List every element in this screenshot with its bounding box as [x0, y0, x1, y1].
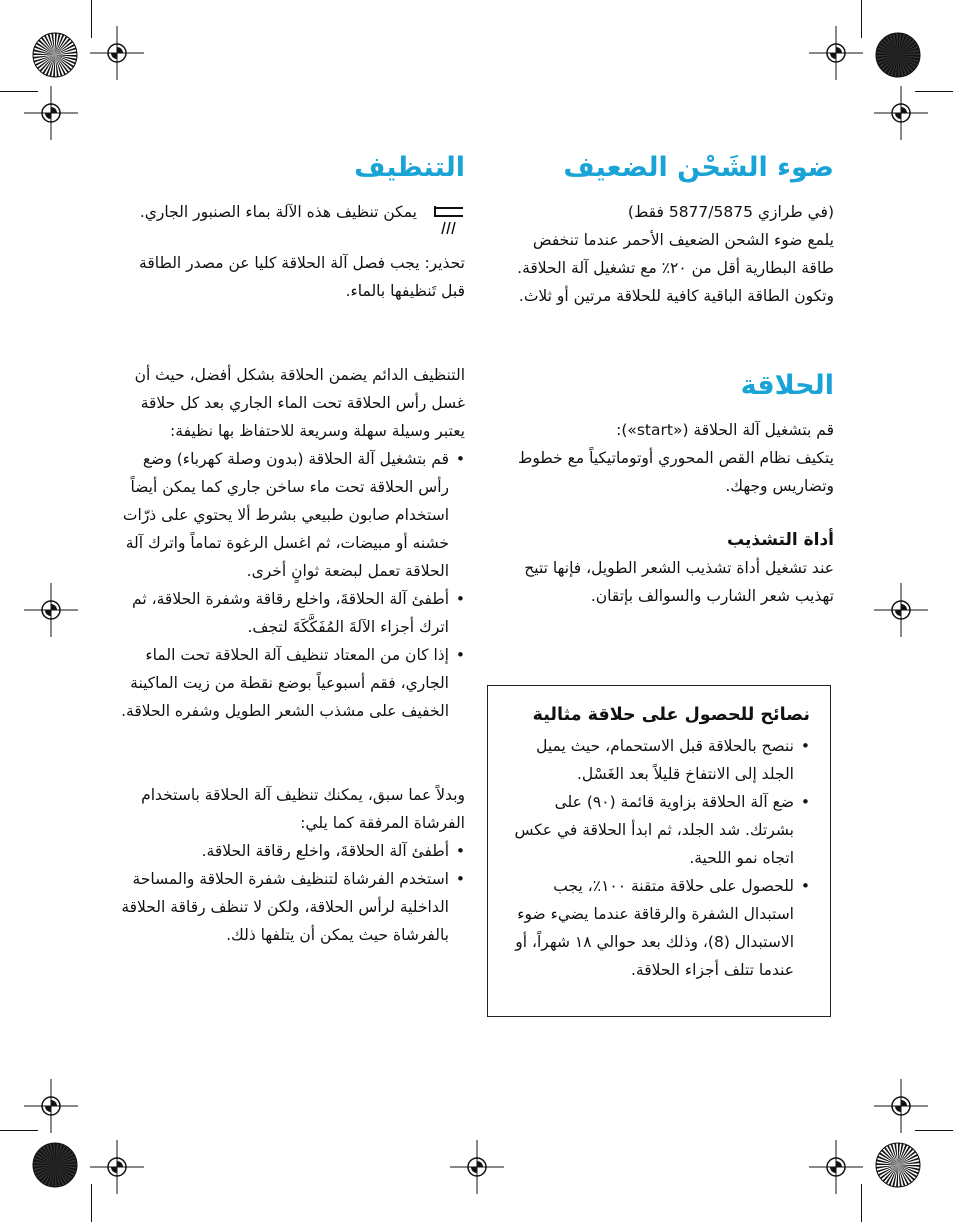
right-column [496, 148, 834, 610]
crop-mark [91, 1184, 92, 1222]
crop-mark [91, 0, 92, 38]
shaving-start-line: قم بتشغيل آلة الحلاقة («start»): [616, 421, 834, 439]
registration-mark-icon [24, 1079, 78, 1133]
list-item: • ضع آلة الحلاقة بزاوية قائمة (٩٠) على بشرتك. شد الجلد، ثم ابدأ الحلاقة في عكس اتجاه نمو اللحية. [506, 788, 810, 872]
registration-mark-icon [450, 1140, 504, 1194]
crop-mark [0, 1130, 38, 1131]
cleaning-title: التنظيف [354, 152, 465, 183]
list-item: • ننصح بالحلاقة قبل الاستحمام، حيث يميل الجلد إلى الانتفاخ قليلاً بعد الغَسْل. [506, 732, 810, 788]
low-charge-title: ضوء الشَحْن الضعيف [563, 152, 834, 183]
brush-intro: وبدلاً عما سبق، يمكنك تنظيف آلة الحلاقة باستخدام الفرشاة المرفقة كما يلي: [141, 786, 465, 832]
color-wheel-icon [31, 1141, 79, 1189]
registration-mark-icon [809, 1140, 863, 1194]
left-column [120, 148, 465, 949]
trimmer-body: عند تشغيل أداة تشذيب الشعر الطويل، فإنها تتيح تهذيب شعر الشارب والسوالف بإتقان. [524, 559, 834, 605]
crop-mark [861, 0, 862, 38]
models-note: (في طرازي 5877/5875 فقط) [627, 203, 834, 221]
list-item: • إذا كان من المعتاد تنظيف آلة الحلاقة تحت الماء الجاري، فقم أسبوعياً بوضع نقطة من زيت الماكينة الخفيف على مشذب الشعر الطويل وشفره الحلاقة. [120, 641, 465, 725]
tips-box [487, 685, 831, 1017]
crop-mark [0, 91, 38, 92]
registration-mark-icon [874, 583, 928, 637]
crop-mark [861, 1184, 862, 1222]
cleaning-warning: تحذير: يجب فصل آلة الحلاقة كليا عن مصدر الطاقة قبل تَنظيفها بالماء. [139, 254, 465, 300]
registration-mark-icon [809, 26, 863, 80]
registration-mark-icon [90, 1140, 144, 1194]
registration-mark-icon [90, 26, 144, 80]
shaving-title: الحلاقة [740, 370, 834, 401]
registration-mark-icon [874, 1079, 928, 1133]
list-item: • أطفئ آلة الحلاقةَ، واخلع رقاقة الحلاقة. [120, 837, 465, 865]
list-item: • قم بتشغيل آلة الحلاقة (بدون وصلة كهرباء) وضع رأس الحلاقة تحت ماء ساخن جاري كما يمكن أيضاً استخدام صابون طبيعي بشرط ألا يحتوي على ذرّات خشنه أو مبيضات، ثم اغسل الرغوة تماماً واترك آلة الحلاقة تعمل لبضعة ثوانٍ أخرى. [120, 445, 465, 585]
water-rinse-icon [425, 204, 465, 249]
registration-mark-icon [24, 86, 78, 140]
cleaning-intro: التنظيف الدائم يضمن الحلاقة بشكل أفضل، حيث أن غسل رأس الحلاقة تحت الماء الجاري بعد كل حلاقة يعتبر وسيلة سهلة وسريعة للاحتفاظ بها نظيفة: [134, 366, 465, 440]
trimmer-title: أداة التشذيب [727, 530, 834, 550]
low-charge-body: يلمع ضوء الشحن الضعيف الأحمر عندما تنخفض طاقة البطارية أقل من ٢٠٪ مع تشغيل آلة الحلاقة. وتكون الطاقة الباقية كافية للحلاقة مرتين أو ثلاث. [517, 231, 834, 305]
crop-mark [915, 1130, 953, 1131]
color-wheel-icon [874, 1141, 922, 1189]
rinse-text: يمكن تنظيف هذه الآلة بماء الصنبور الجاري. [139, 203, 417, 221]
crop-mark [915, 91, 953, 92]
shaving-body: يتكيف نظام القص المحوري أوتوماتيكياً مع خطوط وتضاريس وجهك. [518, 449, 834, 495]
list-item: • أطفئ آلة الحلاقةَ، واخلع رقاقة وشفرة الحلاقة، ثم اترك أجزاء الآلةَ المُفَكَّكَةَ لتجف. [120, 585, 465, 641]
tips-title: نصائح للحصول على حلاقة مثالية [532, 705, 810, 725]
cleaning-steps [120, 445, 465, 725]
rinse-row [120, 198, 465, 249]
registration-mark-icon [24, 583, 78, 637]
registration-mark-icon [874, 86, 928, 140]
color-wheel-icon [31, 31, 79, 79]
list-item: • للحصول على حلاقة متقنة ١٠٠٪، يجب استبدال الشفرة والرقاقة عندما يضيء ضوء الاستبدال (8)، وذلك بعد حوالي ١٨ شهراً، أو عندما تتلف أجزاء الحلاقة. [506, 872, 810, 984]
tips-list [506, 732, 810, 984]
color-wheel-icon [874, 31, 922, 79]
brush-steps [120, 837, 465, 949]
list-item: • استخدم الفرشاة لتنظيف شفرة الحلاقة والمساحة الداخلية لرأس الحلاقة، ولكن لا تنظف رقاقة الحلاقة بالفرشاة حيث يمكن أن يتلفها ذلك. [120, 865, 465, 949]
